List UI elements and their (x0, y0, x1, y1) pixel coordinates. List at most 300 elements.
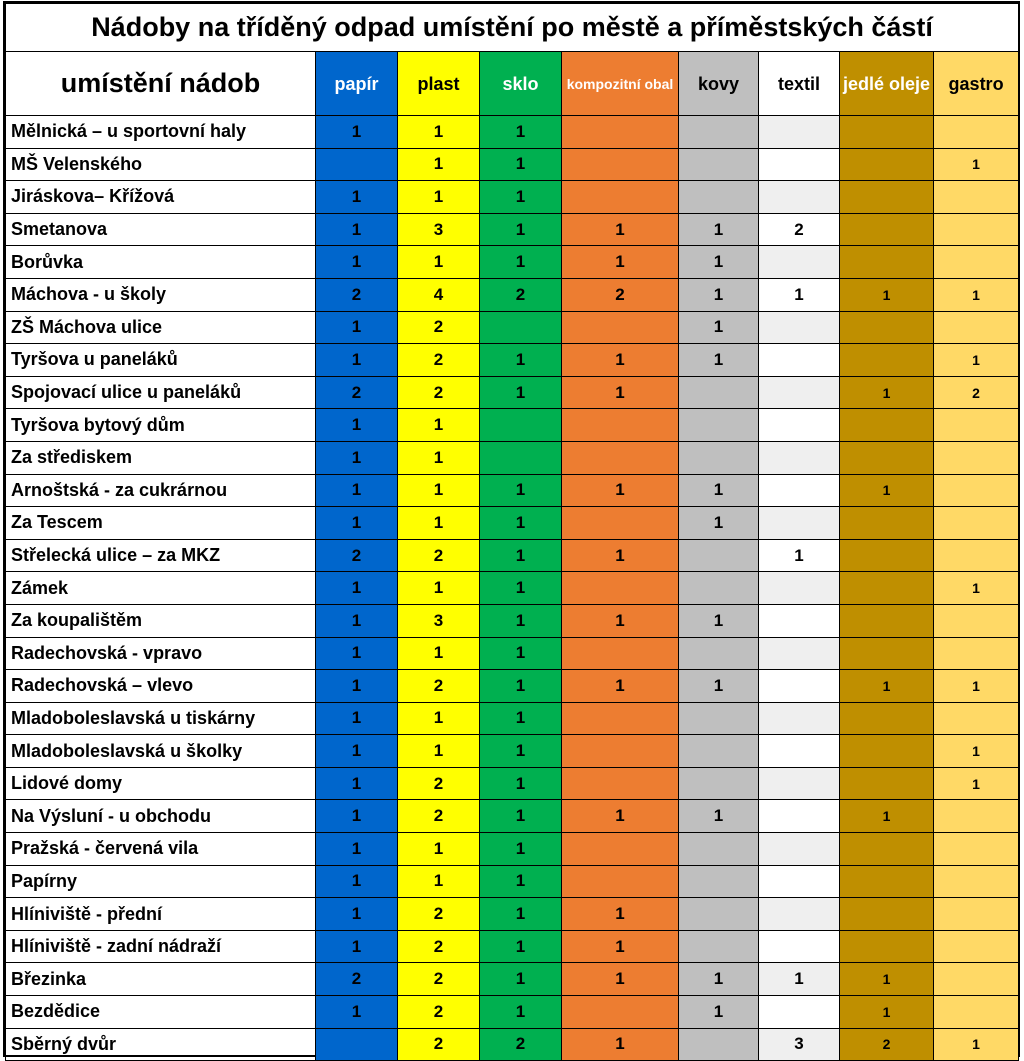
count-cell-sklo: 1 (480, 930, 562, 963)
count-cell-kovy (679, 930, 759, 963)
count-cell-oleje: 1 (840, 376, 934, 409)
count-cell-kompozitni: 1 (562, 246, 679, 279)
location-cell: Březinka (6, 963, 316, 996)
count-cell-kovy: 1 (679, 311, 759, 344)
count-cell-kovy: 1 (679, 670, 759, 703)
table-row (6, 441, 1019, 474)
count-cell-plast: 1 (398, 572, 480, 605)
count-cell-papir: 2 (316, 963, 398, 996)
location-cell: Hlíniviště - zadní nádraží (6, 930, 316, 963)
count-cell-plast: 1 (398, 181, 480, 214)
location-cell: Radechovská - vpravo (6, 637, 316, 670)
count-cell-kovy (679, 833, 759, 866)
table-row (6, 767, 1019, 800)
table-row (6, 604, 1019, 637)
table-row (6, 181, 1019, 214)
count-cell-kovy (679, 898, 759, 931)
count-cell-plast: 1 (398, 409, 480, 442)
count-cell-papir: 1 (316, 311, 398, 344)
count-cell-plast: 1 (398, 474, 480, 507)
location-cell: Smetanova (6, 213, 316, 246)
location-cell: Radechovská – vlevo (6, 670, 316, 703)
count-cell-sklo: 1 (480, 604, 562, 637)
count-cell-sklo (480, 311, 562, 344)
count-cell-gastro: 1 (934, 1028, 1019, 1061)
count-cell-textil (759, 898, 840, 931)
count-cell-textil (759, 441, 840, 474)
location-cell: Jiráskova– Křížová (6, 181, 316, 214)
count-cell-sklo: 1 (480, 507, 562, 540)
count-cell-sklo: 1 (480, 344, 562, 377)
count-cell-kompozitni (562, 865, 679, 898)
count-cell-oleje (840, 833, 934, 866)
count-cell-plast: 1 (398, 833, 480, 866)
table-row (6, 800, 1019, 833)
count-cell-textil (759, 735, 840, 768)
count-cell-sklo (480, 409, 562, 442)
count-cell-sklo: 1 (480, 963, 562, 996)
count-cell-papir: 1 (316, 604, 398, 637)
column-header-plast: plast (398, 52, 480, 116)
count-cell-gastro: 1 (934, 572, 1019, 605)
count-cell-textil (759, 474, 840, 507)
count-cell-kovy: 1 (679, 963, 759, 996)
table-row (6, 865, 1019, 898)
count-cell-gastro (934, 181, 1019, 214)
count-cell-papir: 1 (316, 572, 398, 605)
count-cell-gastro (934, 474, 1019, 507)
table-row (6, 246, 1019, 279)
count-cell-kompozitni (562, 996, 679, 1029)
count-cell-papir: 1 (316, 930, 398, 963)
count-cell-oleje (840, 181, 934, 214)
location-cell: Máchova - u školy (6, 278, 316, 311)
count-cell-kompozitni: 1 (562, 898, 679, 931)
count-cell-textil (759, 767, 840, 800)
count-cell-kompozitni: 1 (562, 344, 679, 377)
count-cell-gastro (934, 539, 1019, 572)
count-cell-papir: 1 (316, 702, 398, 735)
count-cell-gastro: 1 (934, 735, 1019, 768)
count-cell-papir: 1 (316, 735, 398, 768)
count-cell-kompozitni: 1 (562, 539, 679, 572)
count-cell-papir: 2 (316, 539, 398, 572)
table-row (6, 344, 1019, 377)
count-cell-kompozitni: 1 (562, 376, 679, 409)
count-cell-plast: 2 (398, 670, 480, 703)
count-cell-plast: 2 (398, 311, 480, 344)
count-cell-kompozitni (562, 572, 679, 605)
count-cell-gastro: 1 (934, 767, 1019, 800)
count-cell-kovy (679, 148, 759, 181)
count-cell-kompozitni: 1 (562, 213, 679, 246)
count-cell-oleje (840, 865, 934, 898)
count-cell-sklo: 1 (480, 767, 562, 800)
count-cell-sklo: 1 (480, 996, 562, 1029)
count-cell-oleje: 1 (840, 474, 934, 507)
count-cell-plast: 1 (398, 702, 480, 735)
count-cell-textil (759, 637, 840, 670)
count-cell-gastro (934, 800, 1019, 833)
count-cell-sklo: 1 (480, 735, 562, 768)
count-cell-sklo: 1 (480, 572, 562, 605)
count-cell-kovy: 1 (679, 996, 759, 1029)
count-cell-gastro (934, 604, 1019, 637)
count-cell-sklo (480, 441, 562, 474)
count-cell-oleje (840, 930, 934, 963)
count-cell-gastro (934, 507, 1019, 540)
count-cell-sklo: 1 (480, 474, 562, 507)
count-cell-kompozitni (562, 833, 679, 866)
count-cell-kompozitni (562, 441, 679, 474)
count-cell-sklo: 1 (480, 800, 562, 833)
count-cell-kompozitni (562, 507, 679, 540)
count-cell-kovy: 1 (679, 278, 759, 311)
location-cell: Hlíniviště - přední (6, 898, 316, 931)
count-cell-textil (759, 800, 840, 833)
count-cell-sklo: 1 (480, 148, 562, 181)
waste-container-sheet (3, 1, 1020, 1057)
count-cell-textil (759, 702, 840, 735)
count-cell-oleje (840, 898, 934, 931)
count-cell-plast: 2 (398, 539, 480, 572)
count-cell-gastro (934, 865, 1019, 898)
location-cell: Za střediskem (6, 441, 316, 474)
table-row (6, 539, 1019, 572)
count-cell-sklo: 1 (480, 670, 562, 703)
count-cell-textil (759, 507, 840, 540)
count-cell-sklo: 1 (480, 702, 562, 735)
count-cell-oleje (840, 213, 934, 246)
column-header-sklo: sklo (480, 52, 562, 116)
count-cell-papir: 1 (316, 898, 398, 931)
count-cell-sklo: 1 (480, 213, 562, 246)
table-row (6, 572, 1019, 605)
count-cell-oleje: 1 (840, 800, 934, 833)
count-cell-kovy (679, 767, 759, 800)
count-cell-papir: 1 (316, 800, 398, 833)
count-cell-plast: 2 (398, 376, 480, 409)
count-cell-textil (759, 181, 840, 214)
count-cell-plast: 2 (398, 996, 480, 1029)
column-header-textil: textil (759, 52, 840, 116)
table-row (6, 670, 1019, 703)
count-cell-sklo: 1 (480, 539, 562, 572)
count-cell-kovy (679, 735, 759, 768)
count-cell-sklo: 1 (480, 865, 562, 898)
count-cell-sklo: 1 (480, 181, 562, 214)
count-cell-plast: 1 (398, 865, 480, 898)
count-cell-papir: 1 (316, 833, 398, 866)
count-cell-papir: 1 (316, 474, 398, 507)
count-cell-kovy: 1 (679, 474, 759, 507)
location-cell: Za koupalištěm (6, 604, 316, 637)
count-cell-kompozitni: 1 (562, 930, 679, 963)
count-cell-oleje (840, 767, 934, 800)
count-cell-oleje (840, 702, 934, 735)
count-cell-papir: 1 (316, 246, 398, 279)
table-row (6, 637, 1019, 670)
location-cell: ZŠ Máchova ulice (6, 311, 316, 344)
count-cell-textil (759, 246, 840, 279)
location-cell: Papírny (6, 865, 316, 898)
table-row (6, 833, 1019, 866)
count-cell-plast: 3 (398, 604, 480, 637)
count-cell-papir: 1 (316, 507, 398, 540)
count-cell-kompozitni (562, 767, 679, 800)
count-cell-kompozitni (562, 148, 679, 181)
count-cell-kovy (679, 409, 759, 442)
count-cell-kompozitni: 1 (562, 670, 679, 703)
count-cell-plast: 1 (398, 116, 480, 149)
count-cell-kompozitni: 1 (562, 963, 679, 996)
location-cell: Arnoštská - za cukrárnou (6, 474, 316, 507)
count-cell-sklo: 2 (480, 278, 562, 311)
count-cell-oleje: 1 (840, 963, 934, 996)
column-header-kovy: kovy (679, 52, 759, 116)
location-cell: Mladoboleslavská u tiskárny (6, 702, 316, 735)
location-cell: Tyršova bytový dům (6, 409, 316, 442)
count-cell-kovy (679, 376, 759, 409)
count-cell-kovy: 1 (679, 507, 759, 540)
location-column-header: umístění nádob (6, 52, 316, 116)
count-cell-kompozitni: 1 (562, 474, 679, 507)
table-row (6, 148, 1019, 181)
count-cell-gastro (934, 246, 1019, 279)
count-cell-kovy: 1 (679, 213, 759, 246)
count-cell-sklo: 1 (480, 637, 562, 670)
count-cell-textil (759, 344, 840, 377)
count-cell-kovy (679, 702, 759, 735)
count-cell-kompozitni (562, 311, 679, 344)
count-cell-oleje (840, 604, 934, 637)
count-cell-oleje (840, 246, 934, 279)
count-cell-kovy (679, 181, 759, 214)
count-cell-kompozitni: 1 (562, 1028, 679, 1061)
count-cell-textil (759, 116, 840, 149)
count-cell-plast: 1 (398, 148, 480, 181)
count-cell-textil: 3 (759, 1028, 840, 1061)
location-cell: MŠ Velenského (6, 148, 316, 181)
count-cell-oleje (840, 409, 934, 442)
count-cell-oleje (840, 572, 934, 605)
count-cell-kovy: 1 (679, 800, 759, 833)
count-cell-sklo: 1 (480, 246, 562, 279)
count-cell-textil (759, 409, 840, 442)
location-cell: Bezdědice (6, 996, 316, 1029)
count-cell-gastro (934, 898, 1019, 931)
count-cell-textil (759, 996, 840, 1029)
location-cell: Borůvka (6, 246, 316, 279)
location-cell: Tyršova u paneláků (6, 344, 316, 377)
count-cell-textil (759, 572, 840, 605)
count-cell-kovy: 1 (679, 246, 759, 279)
count-cell-oleje (840, 344, 934, 377)
count-cell-papir: 1 (316, 409, 398, 442)
count-cell-papir: 1 (316, 344, 398, 377)
count-cell-gastro (934, 409, 1019, 442)
count-cell-plast: 4 (398, 278, 480, 311)
count-cell-gastro (934, 116, 1019, 149)
table-row (6, 898, 1019, 931)
count-cell-gastro (934, 930, 1019, 963)
location-cell: Sběrný dvůr (6, 1028, 316, 1061)
count-cell-oleje: 2 (840, 1028, 934, 1061)
table-row (6, 213, 1019, 246)
count-cell-kovy: 1 (679, 344, 759, 377)
count-cell-oleje (840, 148, 934, 181)
table-row (6, 278, 1019, 311)
count-cell-plast: 2 (398, 963, 480, 996)
count-cell-oleje: 1 (840, 278, 934, 311)
count-cell-papir: 2 (316, 376, 398, 409)
count-cell-gastro: 2 (934, 376, 1019, 409)
count-cell-papir (316, 1028, 398, 1061)
location-cell: Lidové domy (6, 767, 316, 800)
column-header-row (6, 52, 1019, 116)
count-cell-papir: 2 (316, 278, 398, 311)
count-cell-gastro (934, 833, 1019, 866)
count-cell-oleje: 1 (840, 996, 934, 1029)
column-header-oleje: jedlé oleje (840, 52, 934, 116)
count-cell-gastro (934, 702, 1019, 735)
count-cell-kovy (679, 116, 759, 149)
table-row (6, 735, 1019, 768)
count-cell-gastro (934, 311, 1019, 344)
count-cell-plast: 2 (398, 898, 480, 931)
table-row (6, 474, 1019, 507)
count-cell-papir: 1 (316, 996, 398, 1029)
count-cell-textil (759, 148, 840, 181)
column-header-kompozitni: kompozitní obal (562, 52, 679, 116)
location-cell: Zámek (6, 572, 316, 605)
count-cell-sklo: 2 (480, 1028, 562, 1061)
count-cell-sklo: 1 (480, 898, 562, 931)
column-header-papir: papír (316, 52, 398, 116)
count-cell-gastro (934, 441, 1019, 474)
count-cell-oleje (840, 637, 934, 670)
count-cell-plast: 2 (398, 344, 480, 377)
table-row (6, 376, 1019, 409)
count-cell-papir (316, 148, 398, 181)
count-cell-kompozitni (562, 409, 679, 442)
count-cell-papir: 1 (316, 767, 398, 800)
count-cell-textil: 1 (759, 539, 840, 572)
count-cell-textil (759, 311, 840, 344)
count-cell-papir: 1 (316, 181, 398, 214)
location-cell: Spojovací ulice u paneláků (6, 376, 316, 409)
count-cell-kovy (679, 637, 759, 670)
count-cell-plast: 1 (398, 735, 480, 768)
location-cell: Na Výsluní - u obchodu (6, 800, 316, 833)
table-row (6, 507, 1019, 540)
location-cell: Pražská - červená vila (6, 833, 316, 866)
count-cell-textil (759, 930, 840, 963)
table-row (6, 702, 1019, 735)
count-cell-papir: 1 (316, 865, 398, 898)
count-cell-plast: 2 (398, 1028, 480, 1061)
count-cell-gastro: 1 (934, 670, 1019, 703)
count-cell-papir: 1 (316, 637, 398, 670)
count-cell-gastro (934, 963, 1019, 996)
count-cell-plast: 1 (398, 246, 480, 279)
count-cell-kompozitni (562, 735, 679, 768)
count-cell-textil (759, 670, 840, 703)
count-cell-plast: 2 (398, 767, 480, 800)
count-cell-gastro: 1 (934, 344, 1019, 377)
count-cell-kovy (679, 1028, 759, 1061)
count-cell-oleje (840, 441, 934, 474)
count-cell-plast: 2 (398, 930, 480, 963)
count-cell-gastro (934, 637, 1019, 670)
table-row (6, 311, 1019, 344)
count-cell-oleje (840, 116, 934, 149)
count-cell-kovy (679, 539, 759, 572)
count-cell-oleje (840, 311, 934, 344)
table-row (6, 409, 1019, 442)
count-cell-oleje (840, 539, 934, 572)
count-cell-papir: 1 (316, 116, 398, 149)
count-cell-plast: 1 (398, 441, 480, 474)
count-cell-textil (759, 376, 840, 409)
count-cell-kovy (679, 441, 759, 474)
count-cell-textil: 1 (759, 278, 840, 311)
location-cell: Mělnická – u sportovní haly (6, 116, 316, 149)
count-cell-gastro (934, 213, 1019, 246)
count-cell-papir: 1 (316, 441, 398, 474)
table-row (6, 116, 1019, 149)
count-cell-kompozitni (562, 116, 679, 149)
count-cell-kovy: 1 (679, 604, 759, 637)
count-cell-papir: 1 (316, 670, 398, 703)
count-cell-gastro: 1 (934, 148, 1019, 181)
table-row (6, 930, 1019, 963)
count-cell-kompozitni (562, 181, 679, 214)
count-cell-sklo: 1 (480, 833, 562, 866)
table-row (6, 1028, 1019, 1061)
count-cell-papir: 1 (316, 213, 398, 246)
count-cell-plast: 1 (398, 637, 480, 670)
count-cell-kovy (679, 865, 759, 898)
count-cell-textil: 2 (759, 213, 840, 246)
count-cell-kompozitni: 1 (562, 604, 679, 637)
table-row (6, 963, 1019, 996)
count-cell-kompozitni (562, 702, 679, 735)
location-cell: Střelecká ulice – za MKZ (6, 539, 316, 572)
location-cell: Za Tescem (6, 507, 316, 540)
count-cell-plast: 3 (398, 213, 480, 246)
count-cell-oleje: 1 (840, 670, 934, 703)
count-cell-kompozitni: 1 (562, 800, 679, 833)
count-cell-kompozitni: 2 (562, 278, 679, 311)
table-row (6, 996, 1019, 1029)
count-cell-gastro: 1 (934, 278, 1019, 311)
count-cell-textil (759, 865, 840, 898)
page-title: Nádoby na tříděný odpad umístění po městě a příměstských částí (6, 4, 1019, 52)
location-cell: Mladoboleslavská u školky (6, 735, 316, 768)
count-cell-kovy (679, 572, 759, 605)
count-cell-textil: 1 (759, 963, 840, 996)
count-cell-sklo: 1 (480, 376, 562, 409)
count-cell-textil (759, 604, 840, 637)
count-cell-plast: 2 (398, 800, 480, 833)
waste-container-table (5, 3, 1019, 1061)
column-header-gastro: gastro (934, 52, 1019, 116)
table-body (6, 116, 1019, 1061)
count-cell-plast: 1 (398, 507, 480, 540)
count-cell-gastro (934, 996, 1019, 1029)
count-cell-textil (759, 833, 840, 866)
